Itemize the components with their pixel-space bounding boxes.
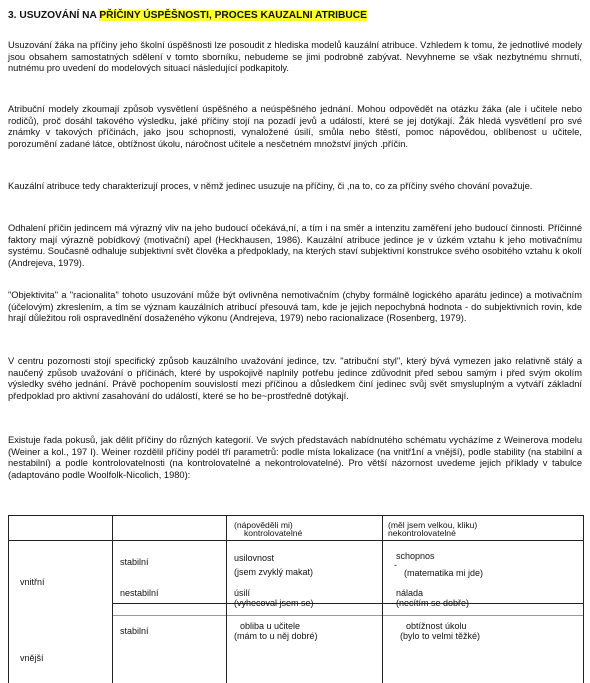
cell-ability-mark: -	[394, 560, 397, 570]
header-uncontrollable: nekontrolovatelné	[388, 528, 456, 538]
row-label-unstable: nestabilní	[120, 588, 159, 598]
table-col-divider-3	[382, 515, 383, 683]
cell-effort-habit-example: (jsem zvyklý makat)	[234, 567, 314, 577]
table-left-border	[8, 515, 9, 683]
table-row-divider-light	[112, 615, 584, 616]
header-controllable-example: (nápověděli mi)	[234, 520, 293, 530]
row-label-external: vnější	[20, 653, 44, 663]
row-label-stable-2: stabilní	[120, 626, 149, 636]
table-right-border	[583, 515, 584, 683]
paragraph-attribution-models: Atribuční modely zkoumají způsob vysvětlení úspěšného a neúspěšného jednání. Mohou odpovědět na otázku žáka (ale i učitele nebo rodičů), proč dosáhl takového výsledku, jaké příčiny stojí na pozadí jevů a událostí, které se jej dotýkají. Žák hledá vysvětlení pro své známky v takových příčinách, jako jsou schopnosti, vynaložené úsilí, smůla nebo štěstí, pomoc nápovědou, oblíbenost u učitele, porozumění zadané látce, obtížnost úkolu, náročnost učitele a nesčetném množství jiných .příčin.	[8, 104, 582, 149]
table-col-divider-2	[226, 515, 227, 683]
row-label-internal: vnitřní	[20, 577, 45, 587]
paragraph-weiner-model: Existuje řada pokusů, jak dělit příčiny do různých kategorií. Ve svých představách nabídnutého schématu vycházíme z Weinerova modelu (Weiner a kol., 197 I). Weiner rozdělil příčiny podél tří parametrů: podle místa lokalizace (na vnitř1ní a vnější), podle stability (na stabilní a nestabilní) a podle kontrolovatelnosti (na kontrolovatelné a nekontrolovatelné). Pro větší názornost uvedeme jejich příklady v tabulce (adaptováno podle Woolfolk-Nicolich, 1980):	[8, 435, 582, 480]
cell-mood: nálada	[396, 588, 424, 598]
table-top-border	[8, 515, 584, 516]
header-uncontrollable-example: (měl jsem velkou, kliku)	[388, 520, 478, 530]
table-col-divider-1	[112, 515, 113, 683]
paragraph-objectivity: "Objektivita" a "racionalita" tohoto usuzování může být ovlivněna nemotivačním (chyby formálně logického aparátu jedince) a motivačním (účelovým) zkreslením, a tím se význam kauzálních atribucí přesouvá tam, kde je jejich nepochybná hodnota - do subjektivních rovin, kde hrají důležitou roli ospravedlnění dosaženého výkonu (Andrejeva, 1979) nebo racionalizace (Rosenberg, 1979).	[8, 290, 582, 324]
cell-effort-example: (vyhecoval jsem se)	[234, 598, 314, 608]
cell-teacher-favor: obliba u učitele	[240, 621, 301, 631]
row-label-stable-1: stabilní	[120, 557, 149, 567]
paragraph-influence: Odhalení příčin jedincem má výrazný vliv na jeho budoucí očekává,ní, a tím i na směr a intenzitu zaměření jeho budoucí činnosti. Příčinné faktory mají výrazně pobídkový (motivační) apel (Heckhausen, 1986). Kauzální atribuce jedince je v úzkém vztahu k jeho motivačnímu systému. Současně odhaluje subjektivní svět člověka a předpoklady, na kterých staví subjektivní konstrukce svého osobitého vztahu k okolí (Andrejeva, 1979).	[8, 223, 582, 268]
section-heading	[8, 10, 367, 21]
cell-task-difficulty-example: (bylo to velmi těžké)	[400, 631, 481, 641]
section-title-plain: USUZOVÁNÍ NA	[19, 10, 100, 21]
table-row-divider	[112, 603, 584, 604]
cell-task-difficulty: obtížnost úkolu	[406, 621, 467, 631]
cell-ability: schopnos	[396, 551, 435, 561]
section-number: 3.	[8, 10, 17, 21]
table-header-border	[8, 540, 584, 541]
paragraph-causal-attribution: Kauzální atribuce tedy charakterizují proces, v němž jedinec usuzuje na příčiny, či ,na to, co za příčiny svého chování považuje.	[8, 181, 533, 191]
cell-effort-habit: usilovnost	[234, 553, 275, 563]
cell-ability-example: (matematika mi jde)	[404, 568, 484, 578]
paragraph-intro: Usuzování žáka na příčiny jeho školní úspěšnosti lze posoudit z hlediska modelů kauzální atribuce. Vzhledem k tomu, že jednotlivé modely jsou obsahem samostatných sdělení v tomto sborníku, nebudeme se jimi podrobně zabývat. Nevyhneme se však nezbytnému shrnutí, nutnému pro uvedení do modelových situací následující podkapitoly.	[8, 40, 582, 74]
attribution-table	[8, 515, 584, 683]
section-title-highlighted: PŘÍČINY ÚSPĚŠNOSTI, PROCES KAUZALNI ATRIBUCE	[99, 10, 367, 21]
cell-teacher-favor-example: (mám to u něj dobré)	[234, 631, 318, 641]
cell-mood-example: (necítím se dobře)	[396, 598, 470, 608]
header-controllable: kontrolovatelné	[244, 528, 303, 538]
cell-effort: úsilí	[234, 588, 251, 598]
paragraph-attribution-style: V centru pozornosti stojí specifický způsob kauzálního uvažování jedince, tzv. "atribuční styl", který bývá vymezen jako relativně stálý a naučený způsob uvažování o příčinách, které by uspokojivě naplnily potřebu jedince zdůvodnit před sebou samým i před svým okolím výsledky svého jednání. Právě pochopením souvislostí mezi příčinou a důsledkem činí jedinec svůj svět smysluplným a vytváří základní předpoklad pro aktivní zasahování do událostí, které se ho be~prostředně dotýkají.	[8, 356, 582, 401]
